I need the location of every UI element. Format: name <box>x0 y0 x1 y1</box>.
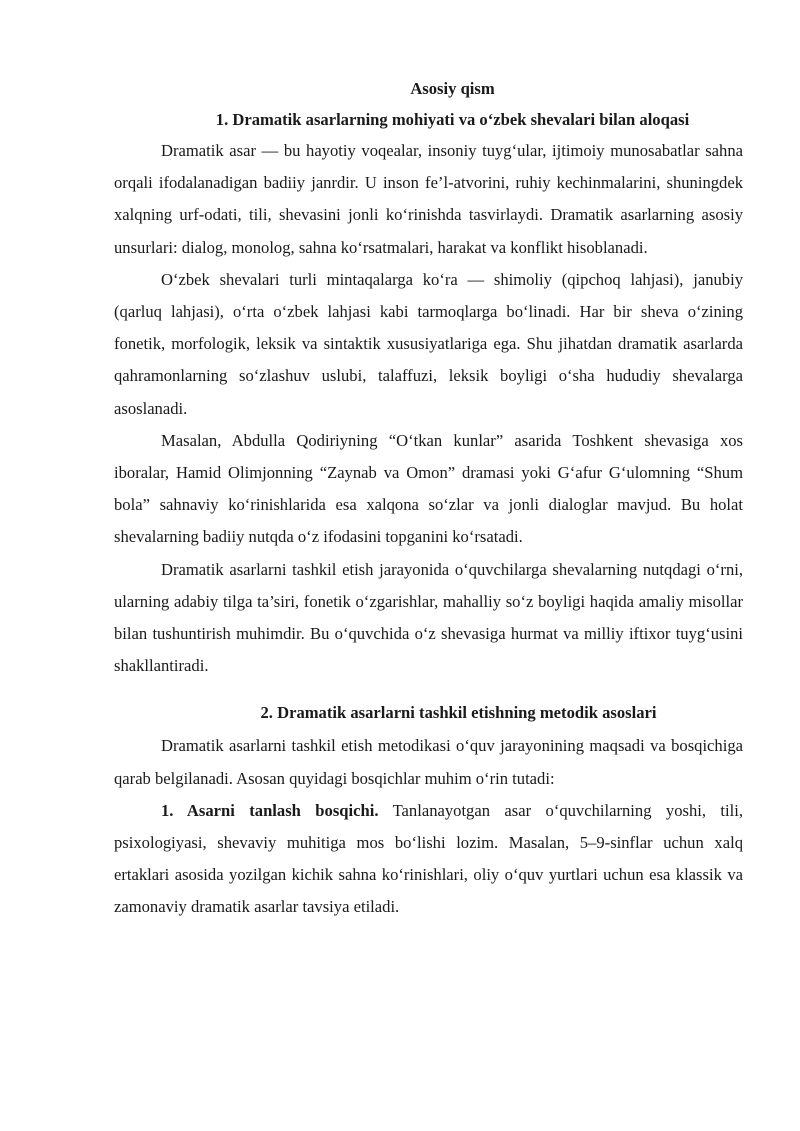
paragraph: Dramatik asarlarni tashkil etish metodikasi o‘quv jarayonining maqsadi va bosqichiga qarab belgilanadi. Asosan quyidagi bosqichlar muhim o‘rin tutadi: <box>114 736 743 788</box>
paragraph: Masalan, Abdulla Qodiriyning “O‘tkan kunlar” asarida Toshkent shevasiga xos iboralar, Hamid Olimjonning “Zaynab va Omon” dramasi yoki G‘afur G‘ulomning “Shum bola” sahnaviy ko‘rinishlarida esa xalqona so‘zlar va jonli dialoglar mavjud. Bu holat shevalarning badiiy nutqda o‘z ifodasini topganini ko‘rsatadi. <box>114 430 743 547</box>
section-title: Asosiy qism <box>410 79 495 98</box>
paragraph: O‘zbek shevalari turli mintaqalarga ko‘ra — shimoliy (qipchoq lahjasi), janubiy (qarluq lahjasi), o‘rta o‘zbek lahjasi kabi tarmoqlarga bo‘linadi. Har bir sheva o‘zining fonetik, morfologik, leksik va sintaktik xususiyatlariga ega. Shu jihatdan dramatik asarlarda qahramonlarning so‘zlashuv uslubi, talaffuzi, leksik boyligi o‘sha hududiy shevalarga asoslanadi. <box>114 269 743 418</box>
step-1-lead: 1. Asarni tanlash bosqichi. <box>161 800 379 820</box>
paragraph: Dramatik asarlarni tashkil etish jarayonida o‘quvchilarga shevalarning nutqdagi o‘rni, ularning adabiy tilga ta’siri, fonetik o‘zgarishlar, mahalliy so‘z boyligi haqida amaliy misollar bilan tushuntirish muhimdir. Bu o‘quvchida o‘z shevasiga hurmat va milliy iftixor tuyg‘usini shakllantiradi. <box>114 559 743 676</box>
chapter-2-title: 2. Dramatik asarlarni tashkil etishning metodik asoslari <box>260 703 657 723</box>
document-page <box>114 75 743 924</box>
chapter-1-title: 1. Dramatik asarlarning mohiyati va o‘zbek shevalari bilan aloqasi <box>215 110 690 129</box>
paragraph: Dramatik asar — bu hayotiy voqealar, insoniy tuyg‘ular, ijtimoiy munosabatlar sahna orqali ifodalanadigan badiiy janrdir. U inson fe’l-atvorini, ruhiy kechinmalarini, shuningdek xalqning urf-odati, tili, shevasini jonli ko‘rinishda tasvirlaydi. Dramatik asarlarning asosiy unsurlari: dialog, monolog, sahna ko‘rsatmalari, harakat va konflikt hisoblanadi. <box>114 141 743 257</box>
paragraph-step-1 <box>114 795 743 924</box>
step-1-text: Tanlanayotgan asar o‘quvchilarning yoshi, tili, psixologiyasi, shevaviy muhitiga mos bo‘lishi lozim. Masalan, 5–9-sinflar uchun xalq ertaklari asosida yozilgan kichik sahna ko‘rinishlari, oliy o‘quv yurtlari uchun esa klassik va zamonaviy dramatik asarlar tavsiya etiladi. <box>114 800 743 917</box>
